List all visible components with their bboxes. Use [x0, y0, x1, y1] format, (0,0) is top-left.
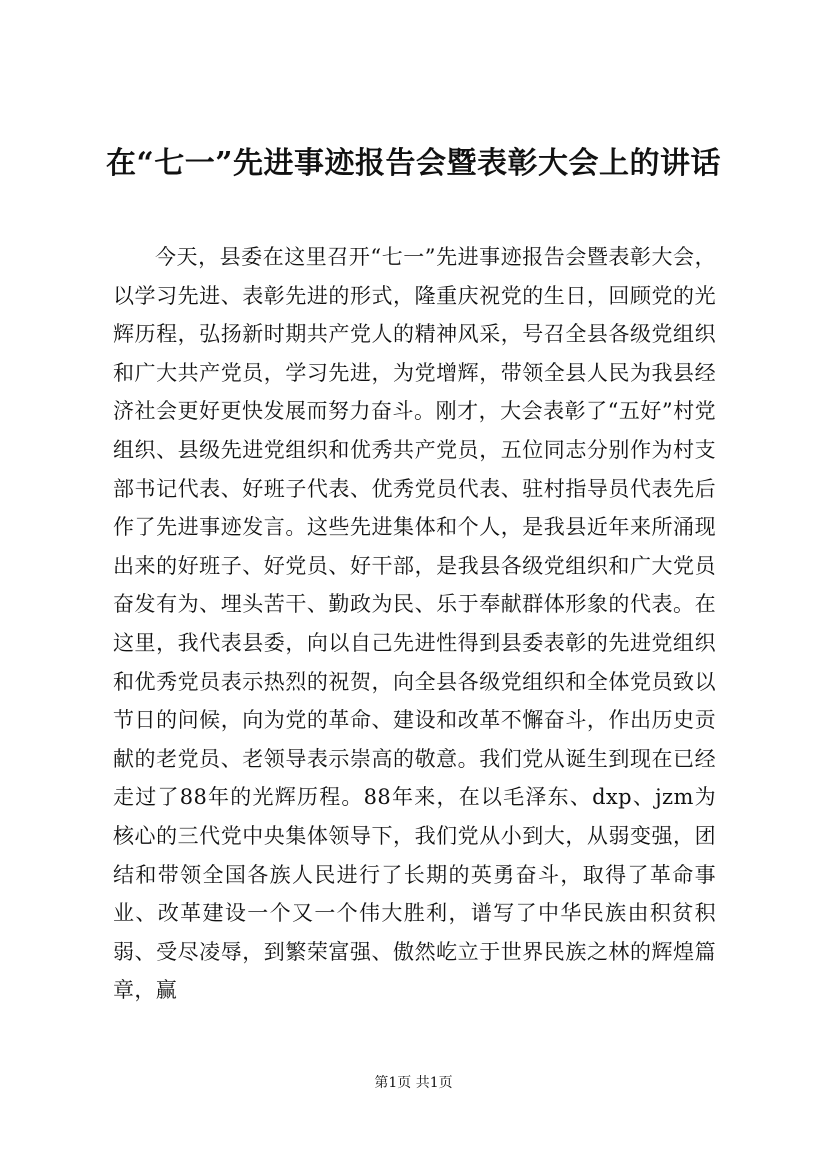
body-paragraph: 今天，县委在这里召开“七一”先进事迹报告会暨表彰大会，以学习先进、表彰先进的形式，隆重庆祝党的生日，回顾党的光辉历程，弘扬新时期共产党人的精神风采，号召全县各级党组织和广大共产党员，学习先进，为党增辉，带领全县人民为我县经济社会更好更快发展而努力奋斗。刚才，大会表彰了“五好”村党组织、县级先进党组织和优秀共产党员，五位同志分别作为村支部书记代表、好班子代表、优秀党员代表、驻村指导员代表先后作了先进事迹发言。这些先进集体和个人，是我县近年来所涌现出来的好班子、好党员、好干部，是我县各级党组织和广大党员奋发有为、埋头苦干、勤政为民、乐于奉献群体形象的代表。在这里，我代表县委，向以自己先进性得到县委表彰的先进党组织和优秀党员表示热烈的祝贺，向全县各级党组织和全体党员致以节日的问候，向为党的革命、建设和改革不懈奋斗，作出历史贡献的老党员、老领导表示崇高的敬意。我们党从诞生到现在已经走过了88年的光辉历程。88年来，在以毛泽东、dxp、jzm为核心的三代党中央集体领导下，我们党从小到大，从弱变强，团结和带领全国各族人民进行了长期的英勇奋斗，取得了革命事业、改革建设一个又一个伟大胜利，谱写了中华民族由积贫积弱、受尽凌辱，到繁荣富强、傲然屹立于世界民族之林的辉煌篇章，赢: [113, 245, 716, 1003]
document-title: 在“七一”先进事迹报告会暨表彰大会上的讲话: [105, 146, 721, 181]
page-footer: 第1页 共1页: [374, 1075, 453, 1091]
